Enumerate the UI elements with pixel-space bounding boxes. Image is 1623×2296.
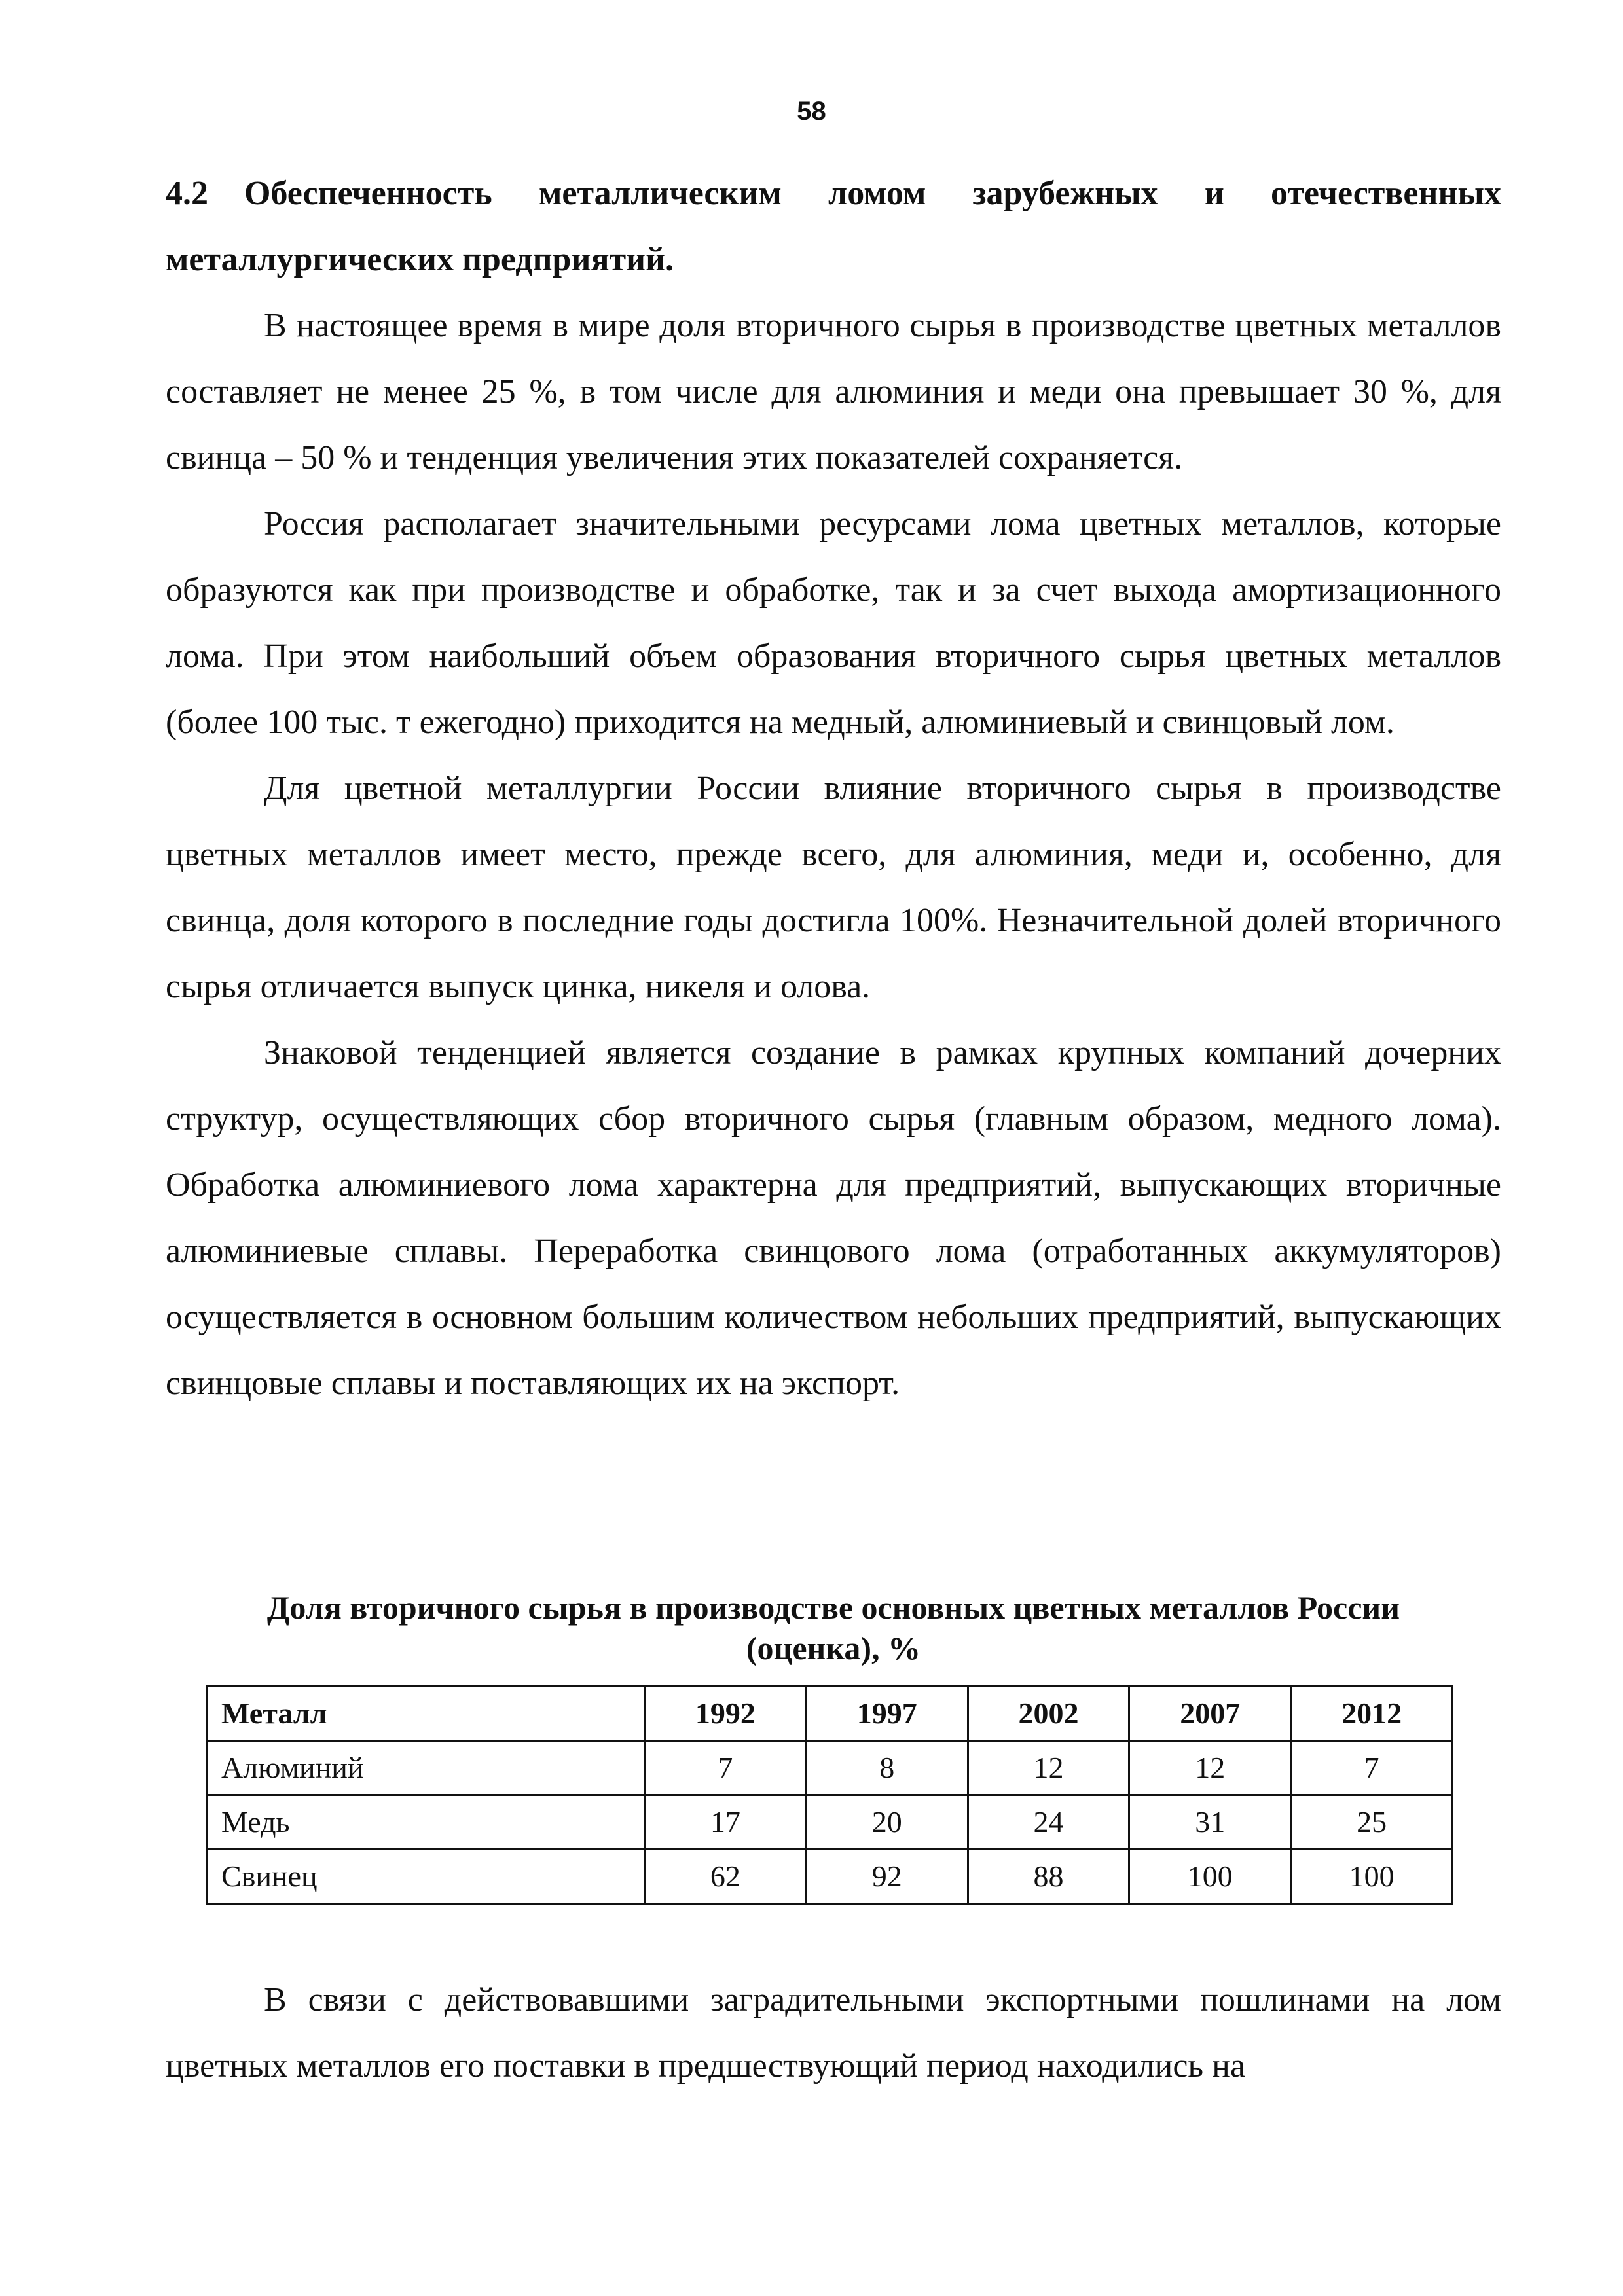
column-header: 1992 (645, 1687, 807, 1741)
paragraph: Знаковой тенденцией является создание в рамках крупных компаний дочерних структур, осуществляющих сбор вторичного сырья (главным образом, медного лома). Обработка алюминиевого лома характерна для предприятий, выпускающих вторичные алюминиевые сплавы. Переработка свинцового лома (отработанных аккумуляторов) осуществляется в основном большим количеством небольших предприятий, выпускающих свинцовые сплавы и поставляющих их на экспорт. (166, 1034, 1501, 1402)
paragraph: В настоящее время в мире доля вторичного сырья в производстве цветных металлов составляет не менее 25 %, в том числе для алюминия и меди она превышает 30 %, для свинца – 50 % и тенденция увеличения этих показателей сохраняется. (166, 307, 1501, 476)
table-cell: 62 (645, 1850, 807, 1904)
page-number: 58 (797, 97, 826, 126)
table-cell: 7 (1291, 1741, 1453, 1795)
section-title: Обеспеченность металлическим ломом зарубежных и отечественных металлургических предприятий. (166, 175, 1501, 278)
column-header: 2002 (968, 1687, 1129, 1741)
column-header: 2012 (1291, 1687, 1453, 1741)
table-caption-line: (оценка), % (746, 1630, 921, 1666)
table-cell: 8 (806, 1741, 968, 1795)
table-cell: 17 (645, 1795, 807, 1850)
table-cell: Медь (208, 1795, 645, 1850)
table-cell: Свинец (208, 1850, 645, 1904)
table-caption (166, 1587, 1501, 1668)
table-cell: 100 (1291, 1850, 1453, 1904)
table-cell: Алюминий (208, 1741, 645, 1795)
table-cell: 100 (1129, 1850, 1291, 1904)
table-cell: 20 (806, 1795, 968, 1850)
table-row (208, 1850, 1453, 1904)
paragraph: В связи с действовавшими заградительными экспортными пошлинами на лом цветных металлов его поставки в предшествующий период находились на (166, 1981, 1501, 2085)
paragraph: Россия располагает значительными ресурсами лома цветных металлов, которые образуются как при производстве и обработке, так и за счет выхода амортизационного лома. При этом наибольший объем образования вторичного сырья цветных металлов (более 100 тыс. т ежегодно) приходится на медный, алюминиевый и свинцовый лом. (166, 505, 1501, 741)
table-cell: 92 (806, 1850, 968, 1904)
table-cell: 24 (968, 1795, 1129, 1850)
table-cell: 12 (968, 1741, 1129, 1795)
table-cell: 31 (1129, 1795, 1291, 1850)
page-content (166, 160, 1501, 2085)
table-caption-line: Доля вторичного сырья в производстве основных цветных металлов России (266, 1589, 1400, 1626)
column-header: 2007 (1129, 1687, 1291, 1741)
table-cell: 12 (1129, 1741, 1291, 1795)
column-header: 1997 (806, 1687, 968, 1741)
data-table (206, 1685, 1453, 1905)
table-cell: 25 (1291, 1795, 1453, 1850)
table-cell: 7 (645, 1741, 807, 1795)
table-row (208, 1795, 1453, 1850)
table-row (208, 1741, 1453, 1795)
section-heading (166, 160, 1501, 293)
table-cell: 88 (968, 1850, 1129, 1904)
column-header: Металл (208, 1687, 645, 1741)
table-header-row (208, 1687, 1453, 1741)
section-number: 4.2 (166, 175, 208, 212)
paragraph: Для цветной металлургии России влияние вторичного сырья в производстве цветных металлов имеет место, прежде всего, для алюминия, меди и, особенно, для свинца, доля которого в последние годы достигла 100%. Незначительной долей вторичного сырья отличается выпуск цинка, никеля и олова. (166, 770, 1501, 1005)
